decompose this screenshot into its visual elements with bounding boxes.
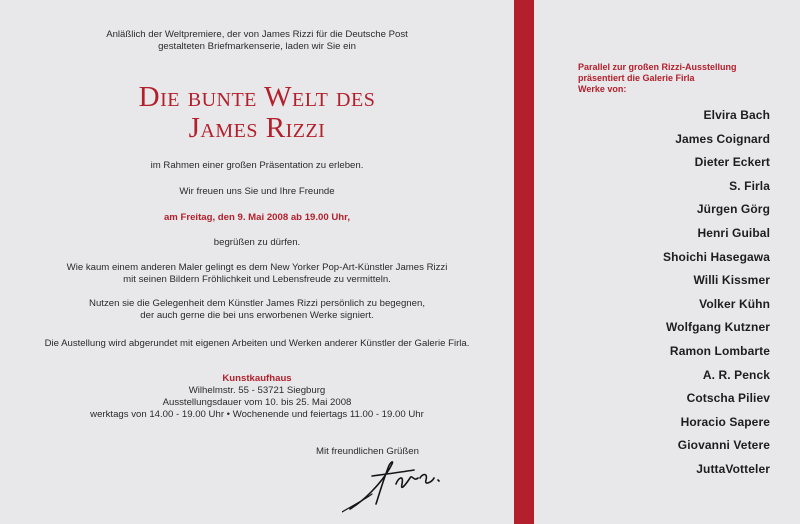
venue-address: Wilhelmstr. 55 - 53721 Siegburg (188, 385, 326, 396)
friends-line: Wir freuen uns Sie und Ihre Freunde (179, 186, 335, 197)
artist-name: James Coignard (675, 131, 770, 146)
venue-hours: werktags von 14.00 - 19.00 Uhr • Wochenende und feiertags 11.00 - 19.00 Uhr (90, 409, 424, 420)
red-divider-bar (514, 0, 534, 524)
artists-heading-line-1: Parallel zur großen Rizzi-Ausstellung (578, 62, 737, 72)
welcome-line: begrüßen zu dürfen. (213, 237, 301, 248)
paragraph-artist-line-2: mit seinen Bildern Fröhlichkeit und Lebensfreude zu vermitteln. (123, 274, 391, 285)
artist-name: Horacio Sapere (680, 414, 770, 429)
artist-name: A. R. Penck (702, 367, 770, 382)
intro-text (0, 29, 514, 53)
artist-name: Willi Kissmer (693, 273, 770, 288)
artist-name: Shoichi Hasegawa (663, 249, 770, 264)
title-line-1: Die bunte Welt des (138, 81, 376, 113)
signature-image (342, 454, 452, 514)
paragraph-meet-line-2: der auch gerne die bei uns erworbenen Werke signiert. (140, 310, 374, 321)
artists-heading-line-3: Werke von: (578, 84, 627, 94)
venue-name: Kunstkaufhaus (222, 373, 292, 384)
artist-name: Ramon Lombarte (669, 343, 770, 358)
artists-panel (534, 0, 800, 524)
artist-name: Volker Kühn (699, 296, 770, 311)
paragraph-artist-line-1: Wie kaum einem anderen Maler gelingt es dem New Yorker Pop-Art-Künstler James Rizzi (66, 262, 448, 273)
venue-block (0, 373, 514, 421)
artist-name: Cotscha Piliev (686, 391, 770, 406)
event-title (0, 82, 514, 144)
artists-heading-line-2: präsentiert die Galerie Firla (578, 73, 695, 83)
artist-name: Wolfgang Kutzner (665, 320, 770, 335)
paragraph-artist (0, 262, 514, 286)
paragraph-exhibition: Die Austellung wird abgerundet mit eigenen Arbeiten und Werken anderer Künstler der Galerie Firla. (44, 338, 470, 349)
artists-heading (578, 62, 737, 95)
paragraph-meet-line-1: Nutzen sie die Gelegenheit dem Künstler James Rizzi persönlich zu begegnen, (89, 298, 425, 309)
paragraph-meet (0, 298, 514, 322)
artist-name: JuttaVotteler (696, 461, 770, 476)
intro-line-2: gestalteten Briefmarkenserie, laden wir Sie ein (158, 41, 356, 52)
presentation-line: im Rahmen einer großen Präsentation zu erleben. (150, 160, 364, 171)
event-date: am Freitag, den 9. Mai 2008 ab 19.00 Uhr, (163, 212, 351, 223)
closing-greeting: Mit freundlichen Grüßen (316, 446, 419, 457)
artist-name: Dieter Eckert (694, 155, 770, 170)
artist-name: Elvira Bach (703, 108, 770, 122)
artist-name: Giovanni Vetere (677, 438, 770, 453)
artist-name: Jürgen Görg (696, 202, 770, 217)
venue-duration: Ausstellungsdauer vom 10. bis 25. Mai 2008 (162, 397, 352, 408)
artist-name: Henri Guibal (697, 225, 770, 240)
title-line-2: James Rizzi (188, 112, 326, 144)
intro-line-1: Anläßlich der Weltpremiere, der von James Rizzi für die Deutsche Post (106, 29, 408, 40)
artist-list (663, 104, 770, 482)
artist-name: S. Firla (729, 178, 770, 193)
